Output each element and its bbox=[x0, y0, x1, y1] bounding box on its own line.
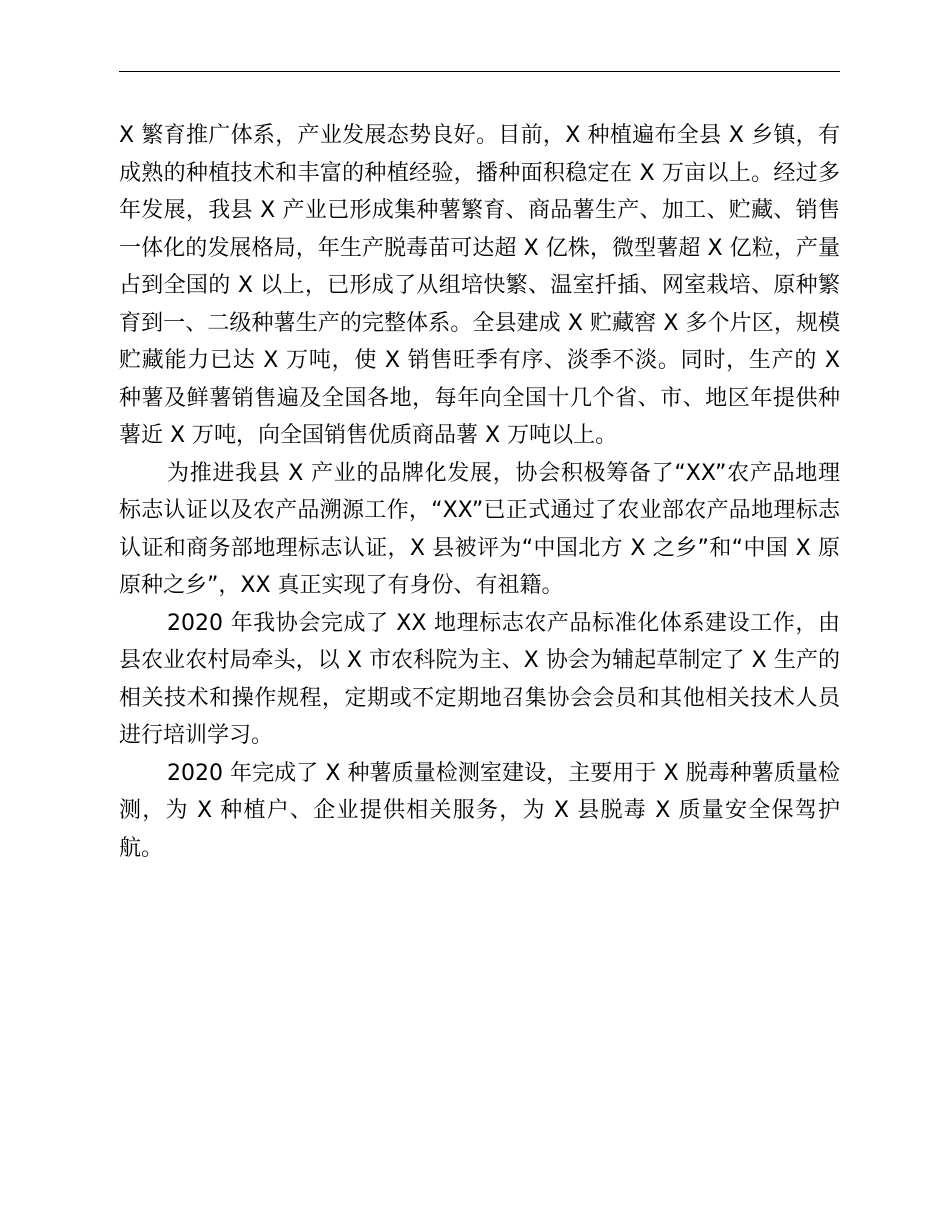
paragraph-quality-lab: 2020 年完成了 X 种薯质量检测室建设，主要用于 X 脱毒种薯质量检测，为 X 种植户、企业提供相关服务，为 X 县脱毒 X 质量安全保驾护航。 bbox=[119, 760, 840, 861]
paragraph-branding: 为推进我县 X 产业的品牌化发展，协会积极筹备了“XX”农产品地理标志认证以及农产品溯源工作，“XX”已正式通过了农业部农产品地理标志认证和商务部地理标志认证，X 县被评为“中国北方 X 之乡”和“中国 X 原原种之乡”，XX 真正实现了有身份、有祖籍。 bbox=[119, 460, 840, 598]
paragraph-continuation: X 繁育推广体系，产业发展态势良好。目前，X 种植遍布全县 X 乡镇，有成熟的种植技术和丰富的种植经验，播种面积稳定在 X 万亩以上。经过多年发展，我县 X 产业已形成集种薯繁育、商品薯生产、加工、贮藏、销售一体化的发展格局，年生产脱毒苗可达超 X 亿株，微型薯超 X 亿粒，产量占到全国的 X 以上，已形成了从组培快繁、温室扦插、网室栽培、原种繁育到一、二级种薯生产的完整体系。全县建成 X 贮藏窖 X 多个片区，规模贮藏能力已达 X 万吨，使 X 销售旺季有序、淡季不淡。同时，生产的 X 种薯及鲜薯销售遍及全国各地，每年向全国十几个省、市、地区年提供种薯近 X 万吨，向全国销售优质商品薯 X 万吨以上。 bbox=[119, 123, 840, 448]
document-body bbox=[119, 117, 840, 867]
paragraph-standardization: 2020 年我协会完成了 XX 地理标志农产品标准化体系建设工作，由县农业农村局牵头，以 X 市农科院为主、X 协会为辅起草制定了 X 生产的相关技术和操作规程，定期或不定期地召集协会会员和其他相关技术人员进行培训学习。 bbox=[119, 610, 840, 748]
header-rule bbox=[119, 71, 840, 72]
